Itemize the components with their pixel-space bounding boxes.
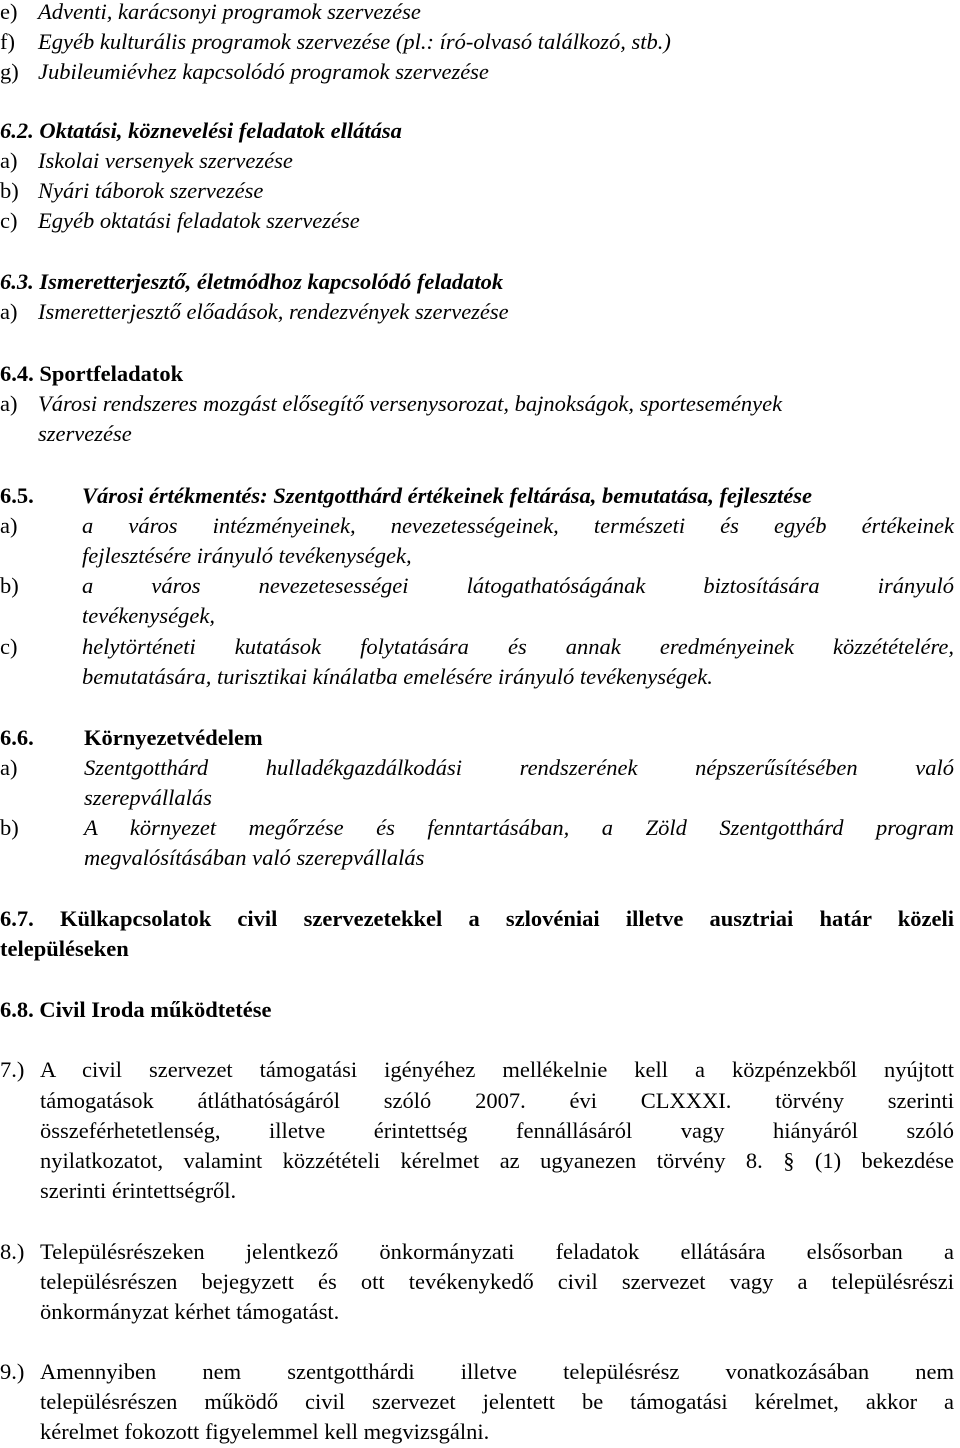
item-label: e) bbox=[0, 0, 18, 24]
item-label: b) bbox=[0, 178, 19, 203]
item-text: Ismeretterjesztő előadások, rendezvények szervezése bbox=[38, 299, 509, 324]
item-label: c) bbox=[0, 634, 18, 659]
section-title: Városi értékmentés: Szentgotthárd értékeinek feltárása, bemutatása, fejlesztése bbox=[82, 483, 812, 508]
item-text: a város intézményeinek, nevezetességeinek, természeti és egyéb értékeinek bbox=[82, 513, 954, 538]
item-text: szervezése bbox=[38, 421, 132, 446]
paragraph-line: településrészen bejegyzett és ott tevékenykedő civil szervezet vagy a településrészi bbox=[40, 1269, 954, 1294]
item-text: Adventi, karácsonyi programok szervezése bbox=[38, 0, 421, 24]
section-heading-6-8: 6.8. Civil Iroda működtetése bbox=[0, 997, 272, 1022]
item-text: Egyéb oktatási feladatok szervezése bbox=[38, 208, 360, 233]
item-label: c) bbox=[0, 208, 18, 233]
item-text: bemutatására, turisztikai kínálatba emelésére irányuló tevékenységek. bbox=[82, 664, 713, 689]
item-text: A környezet megőrzése és fenntartásában, a Zöld Szentgotthárd program bbox=[84, 815, 954, 840]
paragraph-line: Amennyiben nem szentgotthárdi illetve településrész vonatkozásában nem bbox=[40, 1359, 954, 1384]
paragraph-line: támogatások átláthatóságáról szóló 2007. évi CLXXXI. törvény szerinti bbox=[40, 1088, 954, 1113]
section-number: 6.6. bbox=[0, 725, 34, 750]
item-label: a) bbox=[0, 755, 18, 780]
paragraph-line: összeférhetetlenség, illetve érintettség fennállásáról vagy hiányáról szóló bbox=[40, 1118, 954, 1143]
paragraph-line: nyilatkozatot, valamint közzétételi kérelmet az ugyanezen törvény 8. § (1) bekezdése bbox=[40, 1148, 954, 1173]
item-text: Jubileumiévhez kapcsolódó programok szervezése bbox=[38, 59, 489, 84]
section-heading-6-2: 6.2. Oktatási, köznevelési feladatok ellátása bbox=[0, 118, 402, 143]
section-number: 6.5. bbox=[0, 483, 34, 508]
section-title: Környezetvédelem bbox=[84, 725, 263, 750]
item-label: a) bbox=[0, 148, 18, 173]
paragraph-line: településrészen működő civil szervezet jelentett be támogatási kérelmet, akkor a bbox=[40, 1389, 954, 1414]
item-text: tevékenységek, bbox=[82, 603, 216, 628]
section-title: településeken bbox=[0, 936, 129, 961]
item-text: Szentgotthárd hulladékgazdálkodási rendszerének népszerűsítésében való bbox=[84, 755, 954, 780]
item-text: Nyári táborok szervezése bbox=[38, 178, 264, 203]
paragraph-number: 9.) bbox=[0, 1359, 25, 1384]
item-text: szerepvállalás bbox=[84, 785, 212, 810]
paragraph-line: kérelmet fokozott figyelemmel kell megvizsgálni. bbox=[40, 1419, 490, 1444]
item-label: a) bbox=[0, 299, 18, 324]
paragraph-line: önkormányzat kérhet támogatást. bbox=[40, 1299, 340, 1324]
item-label: b) bbox=[0, 573, 19, 598]
item-label: a) bbox=[0, 391, 18, 416]
item-text: Városi rendszeres mozgást elősegítő versenysorozat, bajnokságok, sportesemények bbox=[38, 391, 783, 416]
section-heading-6-4: 6.4. Sportfeladatok bbox=[0, 361, 184, 386]
section-heading-6-3: 6.3. Ismeretterjesztő, életmódhoz kapcsolódó feladatok bbox=[0, 269, 504, 294]
paragraph-line: Településrészeken jelentkező önkormányzati feladatok ellátására elsősorban a bbox=[40, 1239, 954, 1264]
paragraph-number: 8.) bbox=[0, 1239, 25, 1264]
item-text: a város nevezetesességei látogathatóságának biztosítására irányuló bbox=[82, 573, 954, 598]
item-label: b) bbox=[0, 815, 19, 840]
item-text: Iskolai versenyek szervezése bbox=[38, 148, 293, 173]
item-text: Egyéb kulturális programok szervezése (pl.: író-olvasó találkozó, stb.) bbox=[38, 29, 671, 54]
item-label: f) bbox=[0, 29, 15, 54]
item-label: a) bbox=[0, 513, 18, 538]
item-text: helytörténeti kutatások folytatására és annak eredményeinek közzétételére, bbox=[82, 634, 954, 659]
paragraph-line: szerinti érintettségről. bbox=[40, 1178, 237, 1203]
item-text: megvalósításában való szerepvállalás bbox=[84, 845, 425, 870]
item-text: fejlesztésére irányuló tevékenységek, bbox=[82, 543, 412, 568]
paragraph-number: 7.) bbox=[0, 1057, 25, 1082]
paragraph-line: A civil szervezet támogatási igényéhez mellékelnie kell a közpénzekből nyújtott bbox=[40, 1057, 954, 1082]
item-label: g) bbox=[0, 59, 19, 84]
section-title: 6.7. Külkapcsolatok civil szervezetekkel a szlovéniai illetve ausztriai határ közeli bbox=[0, 906, 954, 931]
